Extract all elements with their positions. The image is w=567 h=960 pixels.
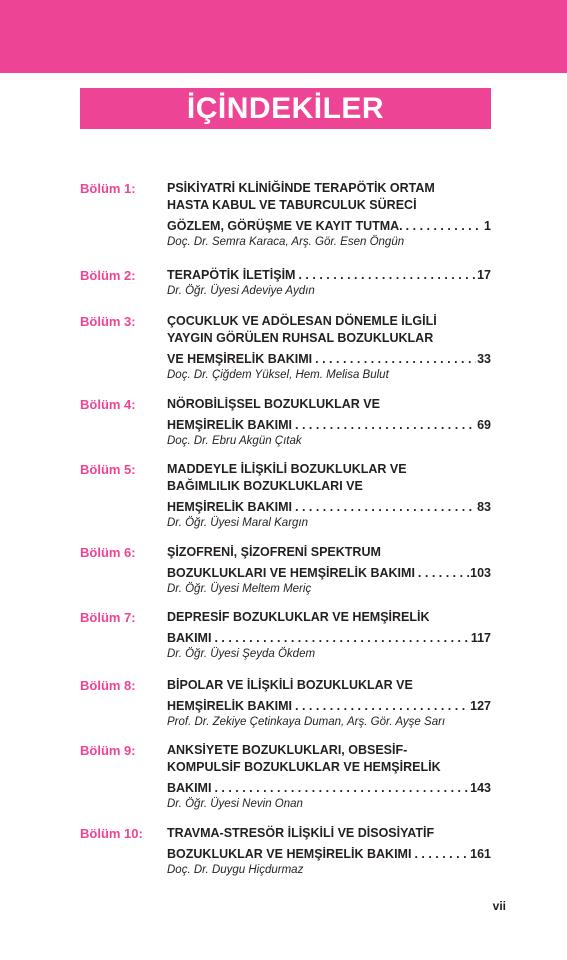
chapter-page-number: 103 xyxy=(470,566,491,580)
chapter-title-line: HASTA KABUL VE TABURCULUK SÜRECİ xyxy=(167,198,417,212)
dot-leader xyxy=(211,630,469,647)
chapter-title-text: BOZUKLUKLAR VE HEMŞİRELİK BAKIMI xyxy=(167,847,412,861)
chapter-page-number: 17 xyxy=(477,268,491,282)
chapter-body xyxy=(167,677,491,731)
chapter-body xyxy=(167,180,491,251)
chapter-page-number: 1 xyxy=(484,219,491,233)
chapter-title-last-line xyxy=(167,499,491,516)
chapter-title-last-line xyxy=(167,417,491,434)
chapter-title-last-line xyxy=(167,565,491,582)
chapter-label: Bölüm 4: xyxy=(80,397,136,412)
chapter-body xyxy=(167,267,491,300)
chapter-title-text: TERAPÖTİK İLETİŞİM xyxy=(167,268,296,282)
chapter-label: Bölüm 6: xyxy=(80,545,136,560)
chapter-authors: Prof. Dr. Zekiye Çetinkaya Duman, Arş. Gör. Ayşe Sarı xyxy=(167,716,446,728)
chapter-body xyxy=(167,313,491,384)
chapter-body xyxy=(167,396,491,450)
chapter-authors: Dr. Öğr. Üyesi Maral Kargın xyxy=(167,517,309,529)
dot-leader xyxy=(411,846,469,863)
page-title: İÇİNDEKİLER xyxy=(80,88,491,129)
chapter-authors: Doç. Dr. Ebru Akgün Çıtak xyxy=(167,435,302,447)
dot-leader xyxy=(295,267,476,284)
chapter-title-line: ŞİZOFRENİ, ŞİZOFRENİ SPEKTRUM xyxy=(167,545,381,559)
chapter-title-line: NÖROBİLİŞSEL BOZUKLUKLAR VE xyxy=(167,397,380,411)
chapter-body xyxy=(167,609,491,663)
chapter-title-last-line xyxy=(167,218,491,235)
dot-leader xyxy=(292,417,476,434)
chapter-label: Bölüm 8: xyxy=(80,678,136,693)
chapter-title-text: VE HEMŞİRELİK BAKIMI xyxy=(167,352,313,366)
chapter-title-line: ÇOCUKLUK VE ADÖLESAN DÖNEMLE İLGİLİ xyxy=(167,314,437,328)
chapter-title-text: BAKIMI xyxy=(167,781,212,795)
chapter-title-last-line xyxy=(167,780,491,797)
chapter-authors: Doç. Dr. Semra Karaca, Arş. Gör. Esen Öngün xyxy=(167,236,405,248)
chapter-authors: Doç. Dr. Çiğdem Yüksel, Hem. Melisa Bulut xyxy=(167,369,389,381)
chapter-title-line: ANKSİYETE BOZUKLUKLARI, OBSESİF- xyxy=(167,743,408,757)
dot-leader xyxy=(403,218,483,235)
chapter-title-line: BAĞIMLILIK BOZUKLUKLARI VE xyxy=(167,479,363,493)
chapter-page-number: 143 xyxy=(470,781,491,795)
chapter-page-number: 127 xyxy=(470,699,491,713)
chapter-page-number: 161 xyxy=(470,847,491,861)
chapter-title-last-line xyxy=(167,630,491,647)
chapter-title-last-line xyxy=(167,846,491,863)
chapter-page-number: 69 xyxy=(477,418,491,432)
chapter-body xyxy=(167,742,491,813)
chapter-body xyxy=(167,544,491,598)
chapter-title-line: PSİKİYATRİ KLİNİĞİNDE TERAPÖTİK ORTAM xyxy=(167,181,435,195)
chapter-authors: Dr. Öğr. Üyesi Şeyda Ökdem xyxy=(167,648,316,660)
chapter-title-line: KOMPULSİF BOZUKLUKLAR VE HEMŞİRELİK xyxy=(167,760,441,774)
page-number: vii xyxy=(492,899,506,913)
chapter-label: Bölüm 5: xyxy=(80,462,136,477)
chapter-title-text: HEMŞİRELİK BAKIMI xyxy=(167,500,292,514)
chapter-title-last-line xyxy=(167,267,491,284)
chapter-title-line: TRAVMA-STRESÖR İLİŞKİLİ VE DİSOSİYATİF xyxy=(167,826,435,840)
chapter-body xyxy=(167,825,491,879)
dot-leader xyxy=(415,565,469,582)
chapter-label: Bölüm 7: xyxy=(80,610,136,625)
chapter-authors: Dr. Öğr. Üyesi Adeviye Aydın xyxy=(167,285,315,297)
chapter-title-last-line xyxy=(167,698,491,715)
chapter-authors: Dr. Öğr. Üyesi Nevin Onan xyxy=(167,798,303,810)
chapter-label: Bölüm 2: xyxy=(80,268,136,283)
chapter-title-text: HEMŞİRELİK BAKIMI xyxy=(167,699,292,713)
chapter-label: Bölüm 9: xyxy=(80,743,136,758)
chapter-title-text: HEMŞİRELİK BAKIMI xyxy=(167,418,292,432)
chapter-label: Bölüm 10: xyxy=(80,826,143,841)
chapter-page-number: 117 xyxy=(470,631,491,645)
chapter-body xyxy=(167,461,491,532)
chapter-title-line: YAYGIN GÖRÜLEN RUHSAL BOZUKLUKLAR xyxy=(167,331,434,345)
dot-leader xyxy=(292,499,476,516)
chapter-title-line: DEPRESİF BOZUKLUKLAR VE HEMŞİRELİK xyxy=(167,610,430,624)
chapter-title-text: BAKIMI xyxy=(167,631,212,645)
dot-leader xyxy=(312,351,476,368)
chapter-label: Bölüm 3: xyxy=(80,314,136,329)
chapter-title-last-line xyxy=(167,351,491,368)
chapter-title-line: MADDEYLE İLİŞKİLİ BOZUKLUKLAR VE xyxy=(167,462,407,476)
chapter-authors: Doç. Dr. Duygu Hiçdurmaz xyxy=(167,864,304,876)
dot-leader xyxy=(292,698,469,715)
chapter-page-number: 33 xyxy=(477,352,491,366)
dot-leader xyxy=(211,780,469,797)
chapter-label: Bölüm 1: xyxy=(80,181,136,196)
chapter-title-line: BİPOLAR VE İLİŞKİLİ BOZUKLUKLAR VE xyxy=(167,678,413,692)
chapter-title-text: GÖZLEM, GÖRÜŞME VE KAYIT TUTMA. xyxy=(167,219,403,233)
chapter-page-number: 83 xyxy=(477,500,491,514)
top-color-band xyxy=(0,0,567,73)
chapter-authors: Dr. Öğr. Üyesi Meltem Meriç xyxy=(167,583,312,595)
chapter-title-text: BOZUKLUKLARI VE HEMŞİRELİK BAKIMI xyxy=(167,566,415,580)
